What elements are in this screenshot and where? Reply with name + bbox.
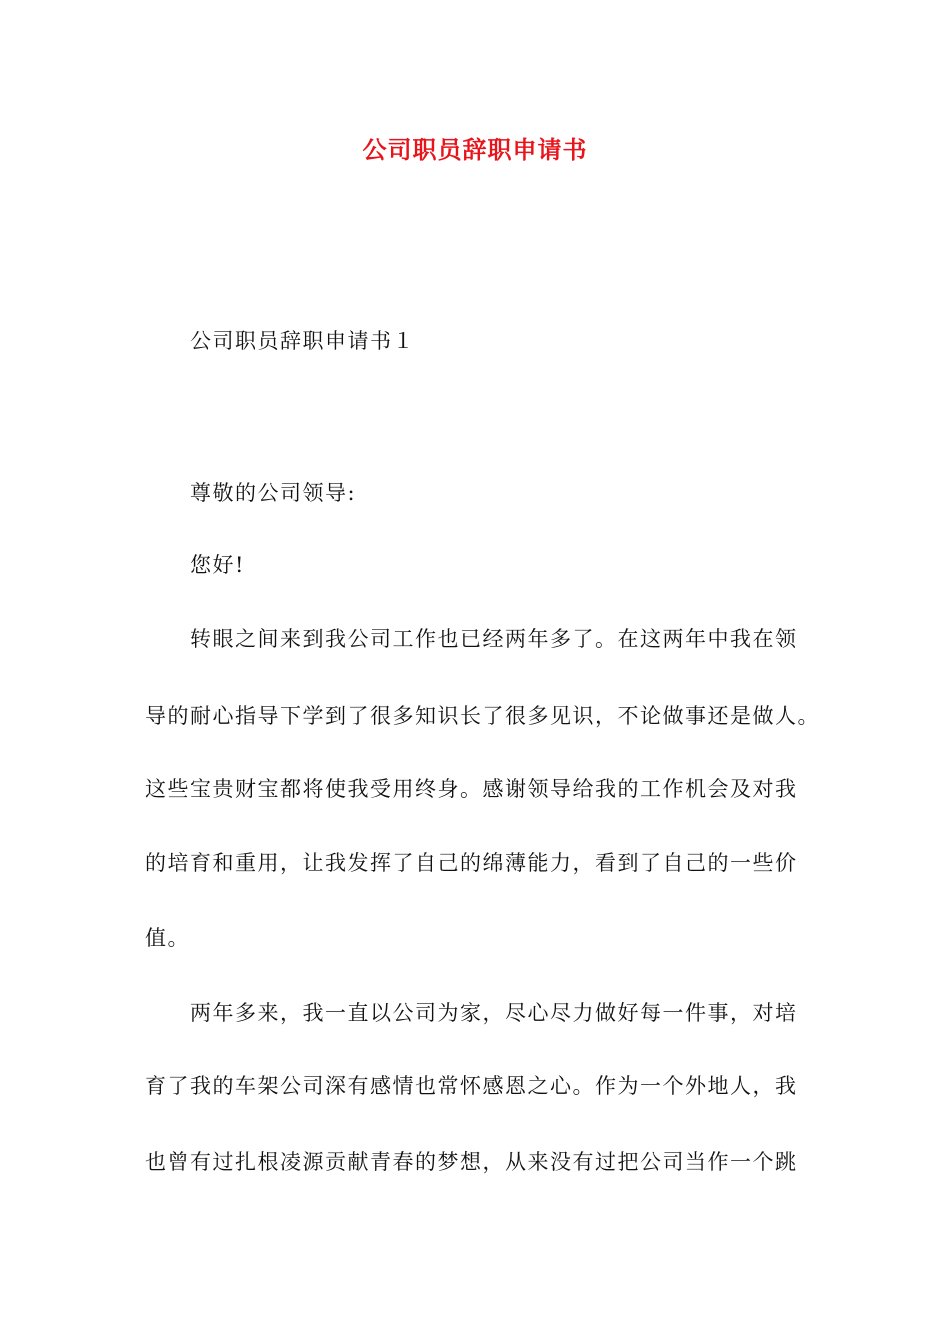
salutation: 尊敬的公司领导: (190, 481, 357, 505)
paragraph-line: 两年多来，我一直以公司为家，尽心尽力做好每一件事，对培 (190, 1001, 798, 1025)
paragraph-line: 转眼之间来到我公司工作也已经两年多了。在这两年中我在领 (190, 627, 798, 651)
paragraph-line: 也曾有过扎根凌源贡献青春的梦想，从来没有过把公司当作一个跳 (145, 1150, 798, 1174)
document-title: 公司职员辞职申请书 (362, 136, 588, 164)
section-heading: 公司职员辞职申请书１ (190, 329, 415, 353)
greeting: 您好! (190, 553, 245, 577)
paragraph-line: 值。 (145, 926, 190, 950)
paragraph-line: 这些宝贵财宝都将使我受用终身。感谢领导给我的工作机会及对我 (145, 777, 798, 801)
paragraph-line: 育了我的车架公司深有感情也常怀感恩之心。作为一个外地人，我 (145, 1074, 798, 1098)
paragraph-line: 导的耐心指导下学到了很多知识长了很多见识，不论做事还是做人。 (145, 704, 820, 728)
paragraph-line: 的培育和重用，让我发挥了自己的绵薄能力，看到了自己的一些价 (145, 851, 798, 875)
